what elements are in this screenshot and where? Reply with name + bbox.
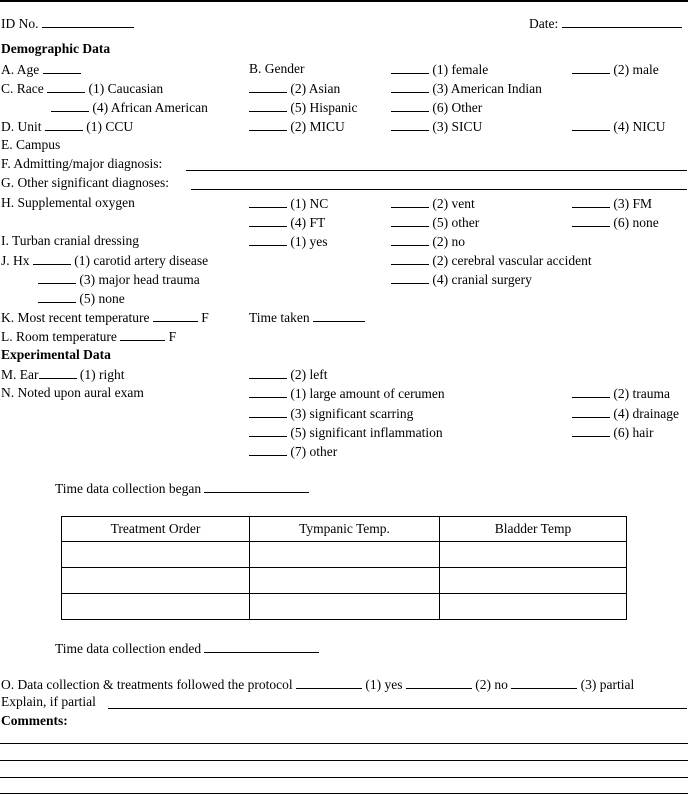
- oxygen-option-ft[interactable]: [249, 214, 325, 231]
- option-label: (5) none: [79, 291, 125, 306]
- gender-option-male[interactable]: [572, 61, 659, 78]
- comment-line[interactable]: [0, 793, 688, 794]
- race-option-hispanic[interactable]: [249, 99, 357, 116]
- date-label: Date:: [529, 16, 559, 31]
- option-label: (3) SICU: [432, 119, 483, 134]
- table-row: [62, 568, 627, 594]
- date-field[interactable]: [529, 15, 682, 32]
- ear-field[interactable]: [1, 366, 125, 383]
- option-label: (2) cerebral vascular accident: [432, 253, 592, 268]
- option-label: (2) vent: [432, 196, 475, 211]
- comment-line[interactable]: [0, 760, 688, 761]
- protocol-field[interactable]: [1, 676, 634, 693]
- table-header-row: [62, 517, 627, 542]
- hx-option-cva[interactable]: [391, 252, 592, 269]
- time-ended-field[interactable]: [55, 640, 319, 657]
- ear-label: M. Ear: [1, 367, 39, 382]
- hx-option-none[interactable]: [38, 290, 125, 307]
- aural-option-hair[interactable]: [572, 424, 653, 441]
- comment-line[interactable]: [0, 777, 688, 778]
- admitting-diagnosis-label: F. Admitting/major diagnosis:: [1, 156, 163, 171]
- unit-option-micu[interactable]: [249, 118, 345, 135]
- comments-heading: Comments:: [1, 713, 68, 728]
- option-label: (3) American Indian: [432, 81, 542, 96]
- time-taken-field[interactable]: [249, 309, 365, 326]
- unit-field[interactable]: [1, 118, 133, 135]
- aural-exam-label: N. Noted upon aural exam: [1, 385, 144, 400]
- option-label: (2) male: [613, 62, 659, 77]
- option-label: (2) MICU: [290, 119, 345, 134]
- aural-option-other[interactable]: [249, 443, 337, 460]
- turban-label: I. Turban cranial dressing: [1, 233, 139, 248]
- turban-option-yes[interactable]: [249, 233, 328, 250]
- oxygen-label: H. Supplemental oxygen: [1, 195, 135, 210]
- unit-label: D. Unit: [1, 119, 42, 134]
- room-temp-label: L. Room temperature: [1, 329, 117, 344]
- oxygen-option-fm[interactable]: [572, 195, 652, 212]
- option-label: (1) Caucasian: [88, 81, 164, 96]
- table-cell[interactable]: [62, 594, 250, 620]
- option-label: (2) no: [432, 234, 465, 249]
- option-label: (5) other: [432, 215, 480, 230]
- experimental-heading: Experimental Data: [1, 347, 111, 362]
- header-tympanic-temp: Tympanic Temp.: [250, 517, 440, 542]
- id-field[interactable]: [1, 15, 134, 32]
- age-label: A. Age: [1, 62, 40, 77]
- header-bladder-temp: Bladder Temp: [440, 517, 627, 542]
- table-cell[interactable]: [250, 568, 440, 594]
- table-row: [62, 542, 627, 568]
- option-label: (1) female: [432, 62, 489, 77]
- gender-label: B. Gender: [249, 61, 305, 76]
- table-cell[interactable]: [62, 568, 250, 594]
- option-label: (6) hair: [613, 425, 654, 440]
- option-label: (4) African American: [92, 100, 208, 115]
- aural-option-cerumen[interactable]: [249, 385, 445, 402]
- recent-temp-field[interactable]: [1, 309, 209, 326]
- time-began-label: Time data collection began: [55, 481, 202, 496]
- race-option-american-indian[interactable]: [391, 80, 542, 97]
- option-label: (5) significant inflammation: [290, 425, 443, 440]
- aural-option-drainage[interactable]: [572, 405, 679, 422]
- option-label: (2) trauma: [613, 386, 670, 401]
- option-label: (2) no: [475, 677, 508, 692]
- option-label: (3) FM: [613, 196, 653, 211]
- time-ended-label: Time data collection ended: [55, 641, 202, 656]
- option-label: (1) yes: [365, 677, 403, 692]
- table-cell[interactable]: [440, 594, 627, 620]
- comment-line[interactable]: [0, 743, 688, 744]
- option-label: (4) FT: [290, 215, 326, 230]
- option-label: (7) other: [290, 444, 338, 459]
- ear-option-left[interactable]: [249, 366, 327, 383]
- option-label: (4) drainage: [613, 406, 679, 421]
- unit-option-nicu[interactable]: [572, 118, 666, 135]
- recent-temp-label: K. Most recent temperature: [1, 310, 150, 325]
- race-option-asian[interactable]: [249, 80, 340, 97]
- race-field[interactable]: [1, 80, 163, 97]
- turban-option-no[interactable]: [391, 233, 465, 250]
- table-cell[interactable]: [250, 594, 440, 620]
- top-border: [0, 0, 688, 2]
- unit-label: F: [168, 329, 177, 344]
- option-label: (1) right: [79, 367, 125, 382]
- room-temp-field[interactable]: [1, 328, 176, 345]
- time-began-field[interactable]: [55, 480, 309, 497]
- oxygen-option-none[interactable]: [572, 214, 659, 231]
- explain-line[interactable]: [108, 708, 687, 709]
- option-label: (4) cranial surgery: [432, 272, 532, 287]
- race-option-african-american[interactable]: [51, 99, 208, 116]
- option-label: (1) yes: [290, 234, 328, 249]
- oxygen-option-nc[interactable]: [249, 195, 328, 212]
- table-cell[interactable]: [250, 542, 440, 568]
- temperature-table: [61, 516, 627, 620]
- race-option-other[interactable]: [391, 99, 482, 116]
- age-field[interactable]: [1, 61, 81, 78]
- race-label: C. Race: [1, 81, 44, 96]
- gender-option-female[interactable]: [391, 61, 488, 78]
- option-label: (1) CCU: [86, 119, 134, 134]
- option-label: (5) Hispanic: [290, 100, 358, 115]
- hx-field[interactable]: [1, 252, 208, 269]
- hx-option-head-trauma[interactable]: [38, 271, 200, 288]
- option-label: (3) major head trauma: [79, 272, 200, 287]
- table-cell[interactable]: [440, 568, 627, 594]
- explain-label: Explain, if partial: [1, 694, 96, 709]
- id-label: ID No.: [1, 16, 39, 31]
- aural-option-inflammation[interactable]: [249, 424, 443, 441]
- header-treatment-order: Treatment Order: [62, 517, 250, 542]
- option-label: (1) NC: [290, 196, 329, 211]
- campus-label: E. Campus: [1, 137, 61, 152]
- option-label: (2) Asian: [290, 81, 341, 96]
- unit-label: F: [201, 310, 209, 325]
- other-diagnoses-line[interactable]: [191, 189, 687, 190]
- table-cell[interactable]: [440, 542, 627, 568]
- other-diagnoses-label: G. Other significant diagnoses:: [1, 175, 169, 190]
- table-row: [62, 594, 627, 620]
- option-label: (1) large amount of cerumen: [290, 386, 445, 401]
- aural-option-scarring[interactable]: [249, 405, 413, 422]
- hx-label: J. Hx: [1, 253, 30, 268]
- admitting-diagnosis-line[interactable]: [186, 170, 687, 171]
- aural-option-trauma[interactable]: [572, 385, 670, 402]
- option-label: (2) left: [290, 367, 328, 382]
- oxygen-option-other[interactable]: [391, 214, 479, 231]
- time-taken-label: Time taken: [249, 310, 310, 325]
- option-label: (3) partial: [580, 677, 635, 692]
- option-label: (1) carotid artery disease: [74, 253, 209, 268]
- option-label: (4) NICU: [613, 119, 666, 134]
- hx-option-cranial-surgery[interactable]: [391, 271, 532, 288]
- oxygen-option-vent[interactable]: [391, 195, 475, 212]
- demographic-heading: Demographic Data: [1, 41, 111, 56]
- option-label: (6) none: [613, 215, 659, 230]
- option-label: (6) Other: [432, 100, 483, 115]
- option-label: (3) significant scarring: [290, 406, 414, 421]
- table-cell[interactable]: [62, 542, 250, 568]
- protocol-label: O. Data collection & treatments followed the protocol: [1, 677, 293, 692]
- unit-option-sicu[interactable]: [391, 118, 482, 135]
